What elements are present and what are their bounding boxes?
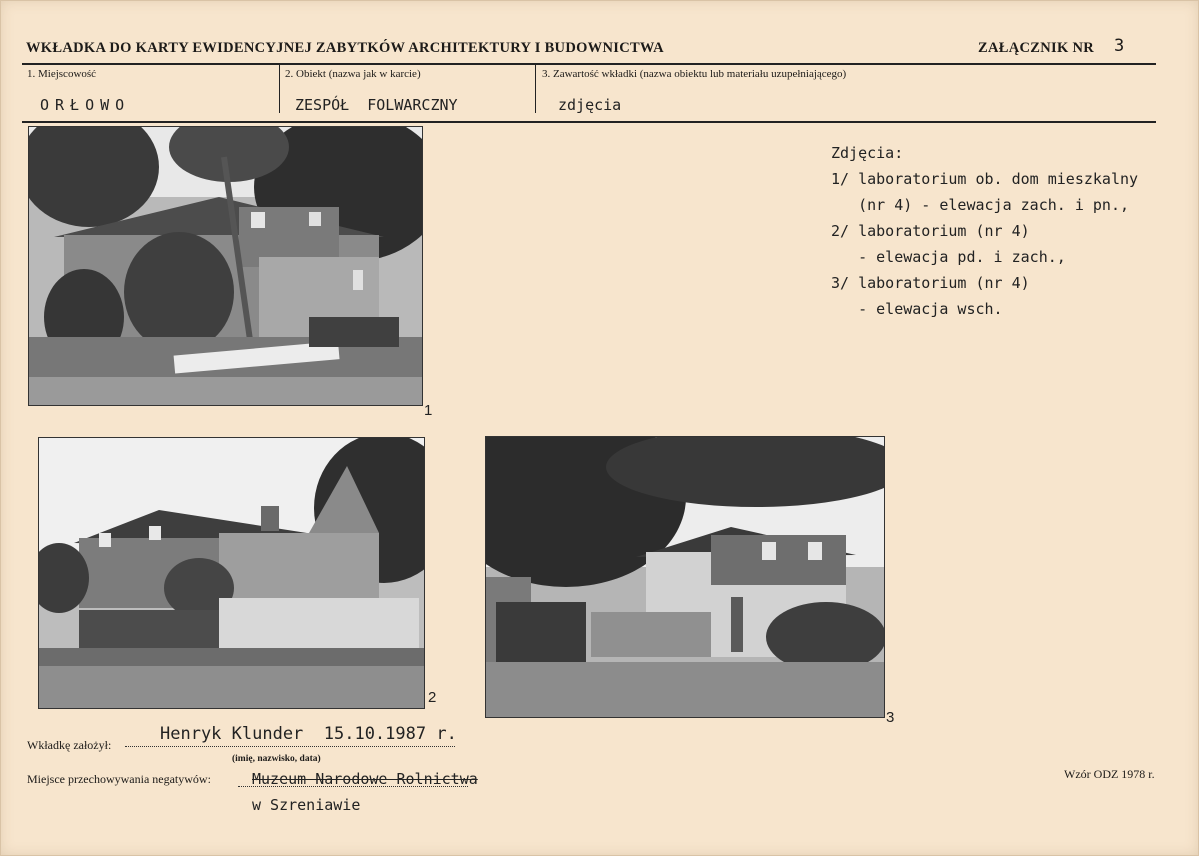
photo-1 [28,126,423,406]
caption-line: 1/ laboratorium ob. dom mieszkalny [831,170,1139,188]
field-divider-2 [535,65,536,113]
photo-2-number: 2 [428,689,437,706]
caption-line: - elewacja pd. i zach., [831,248,1066,266]
annex-number: 3 [1114,36,1125,56]
captions-heading: Zdjęcia: [831,144,904,162]
caption-line: - elewacja wsch. [831,300,1003,318]
photo-2 [38,437,425,709]
form-code: Wzór ODZ 1978 r. [1064,767,1155,781]
negatives-label: Miejsce przechowywania negatywów: [27,772,211,786]
photo-3-number: 3 [886,709,895,726]
content-label: 3. Zawartość wkładki (nazwa obiektu lub materiału uzupełniającego) [542,68,847,80]
locality-label: 1. Miejscowość [27,68,97,80]
photo-3 [485,436,885,718]
inserted-by-line [125,746,455,747]
locality-value: ORŁOWO [40,96,131,114]
field-divider-1 [279,65,280,113]
caption-line: 2/ laboratorium (nr 4) [831,222,1030,240]
negatives-value-1: Muzeum Narodowe Rolnictwa [252,770,478,788]
inserted-by-label: Wkładkę założył: [27,738,112,752]
photo-1-number: 1 [424,402,433,419]
inserted-by-hint: (imię, nazwisko, data) [232,754,321,764]
caption-line: 3/ laboratorium (nr 4) [831,274,1030,292]
photo-captions [831,140,1138,322]
header-rule [22,63,1156,65]
annex-label: ZAŁĄCZNIK NR [978,40,1094,56]
negatives-line [238,786,468,787]
object-value: ZESPÓŁ FOLWARCZNY [295,96,458,114]
caption-line: (nr 4) - elewacja zach. i pn., [831,196,1130,214]
object-label: 2. Obiekt (nazwa jak w karcie) [285,68,421,80]
fields-rule [22,121,1156,123]
inserted-by-value: Henryk Klunder 15.10.1987 r. [160,724,457,744]
negatives-value-2: w Szreniawie [252,796,361,814]
sheet-title: WKŁADKA DO KARTY EWIDENCYJNEJ ZABYTKÓW ARCHITEKTURY I BUDOWNICTWA [26,40,664,56]
content-value: zdjęcia [558,96,622,114]
